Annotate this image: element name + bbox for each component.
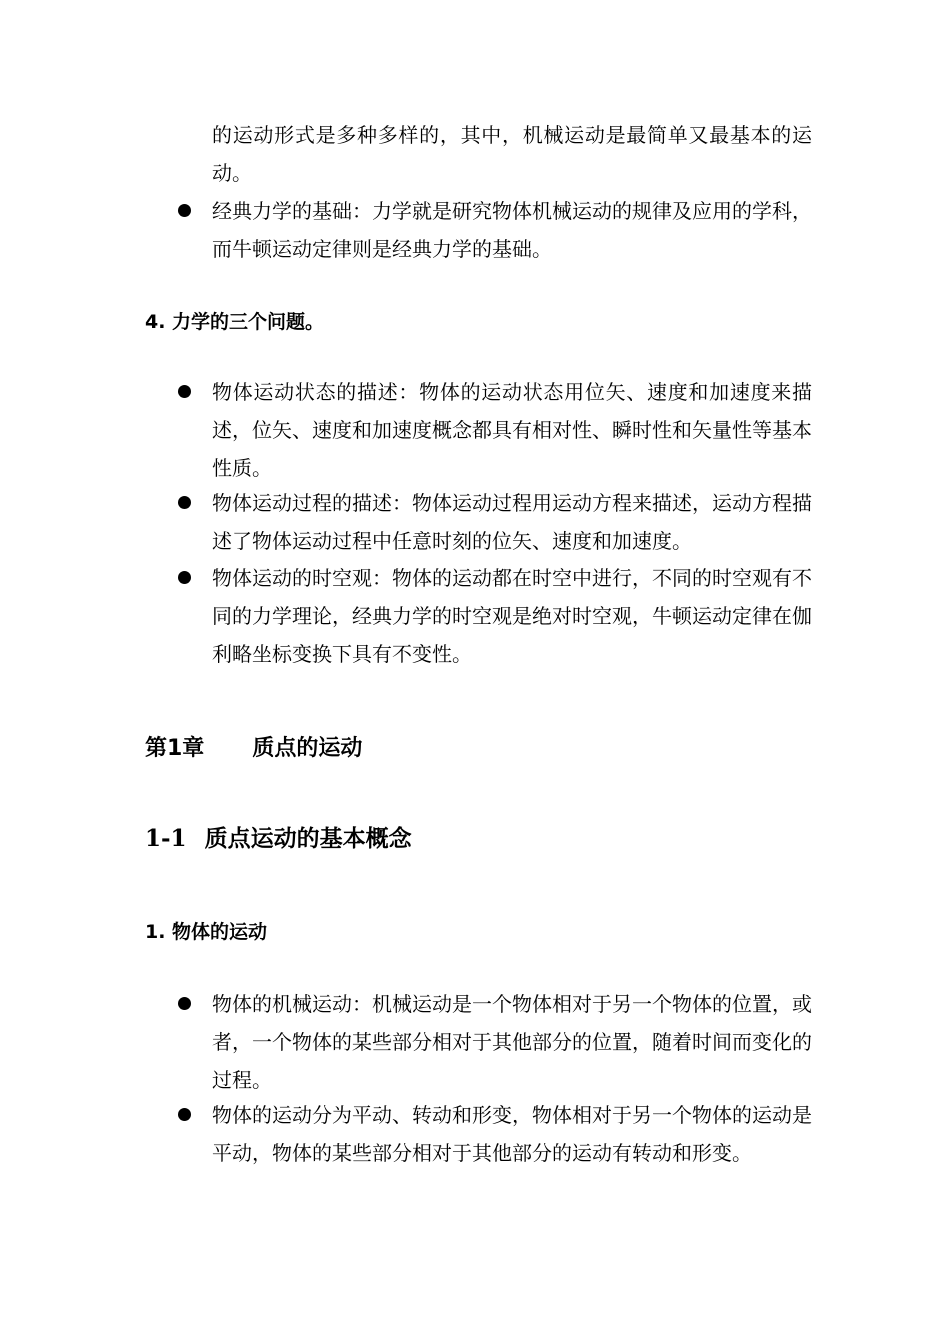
list-item-text: 物体运动的时空观：物体的运动都在时空中进行，不同的时空观有不同的力学理论，经典力学的时空观是绝对时空观，牛顿运动定律在伽利略坐标变换下具有不变性。	[212, 566, 812, 666]
section-number: 1-1	[145, 825, 187, 852]
list-item-text: 物体运动状态的描述：物体的运动状态用位矢、速度和加速度来描述，位矢、速度和加速度概念都具有相对性、瞬时性和矢量性等基本性质。	[212, 380, 812, 480]
chapter-title: 质点的运动	[252, 736, 363, 761]
list-item-text: 物体的机械运动：机械运动是一个物体相对于另一个物体的位置，或者，一个物体的某些部分相对于其他部分的位置，随着时间而变化的过程。	[212, 992, 812, 1092]
bullet-icon	[178, 496, 191, 509]
list-item-text: 物体的运动分为平动、转动和形变，物体相对于另一个物体的运动是平动，物体的某些部分相对于其他部分的运动有转动和形变。	[212, 1103, 812, 1165]
bullet-icon	[178, 204, 191, 217]
section-heading-4: 4. 力学的三个问题。	[145, 311, 325, 333]
bullet-icon	[178, 385, 191, 398]
bullet-icon	[178, 1108, 191, 1121]
chapter-heading	[145, 731, 362, 762]
section-title: 质点运动的基本概念	[204, 825, 412, 852]
bullet-icon	[178, 571, 191, 584]
subsection-heading-1: 1. 物体的运动	[145, 921, 268, 943]
section-heading	[145, 820, 412, 853]
bullet-icon	[178, 997, 191, 1010]
list-item-text: 物体运动过程的描述：物体运动过程用运动方程来描述，运动方程描述了物体运动过程中任意时刻的位矢、速度和加速度。	[212, 491, 812, 553]
list-item-text: 经典力学的基础：力学就是研究物体机械运动的规律及应用的学科，而牛顿运动定律则是经典力学的基础。	[212, 199, 812, 261]
intro-continuation-paragraph: 的运动形式是多种多样的，其中，机械运动是最简单又最基本的运动。	[212, 123, 812, 185]
chapter-number: 第1章	[145, 736, 205, 761]
